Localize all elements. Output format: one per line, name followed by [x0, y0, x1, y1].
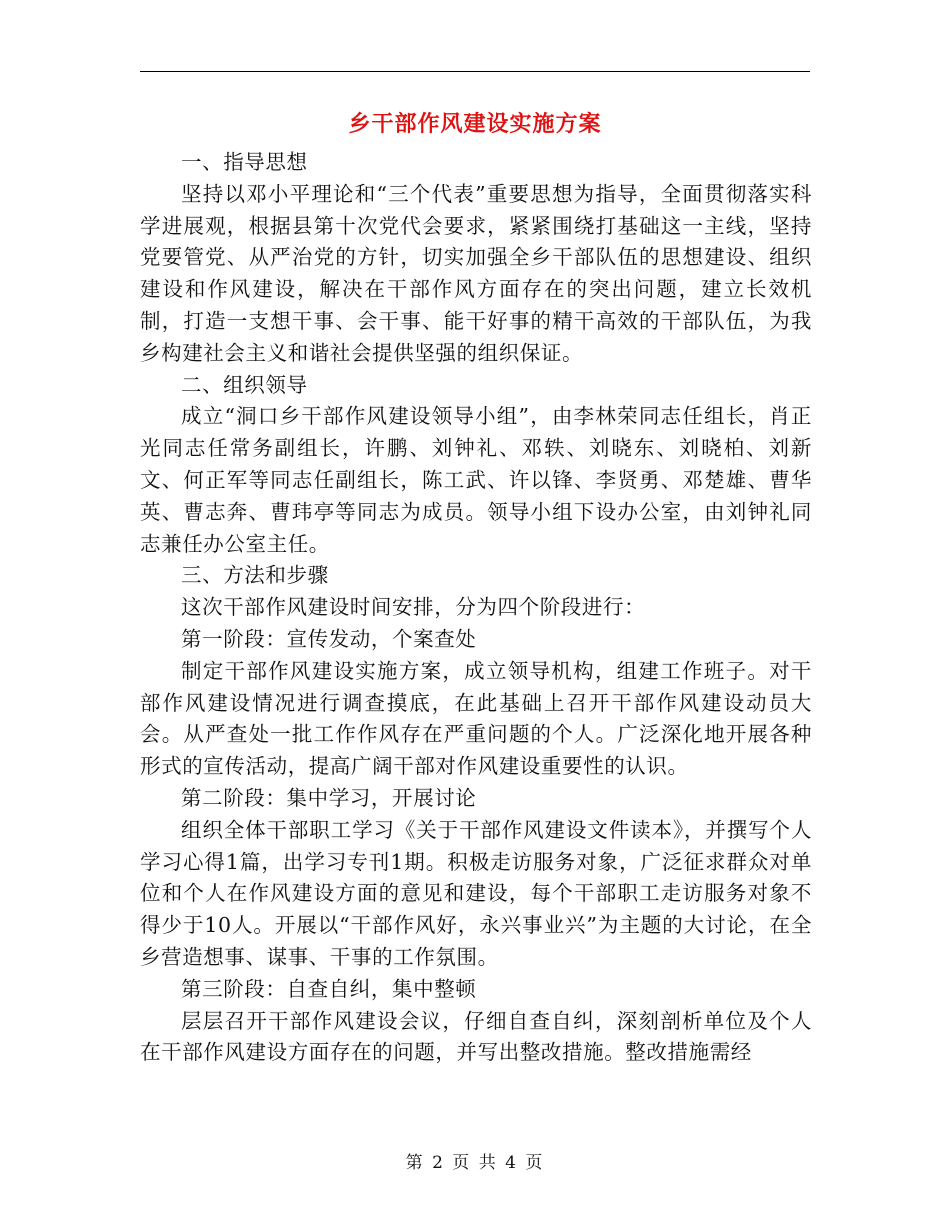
- section-heading-guiding-ideology: 一、指导思想: [181, 150, 308, 174]
- paragraph-stage-2: 组织全体干部职工学习《关于干部作风建设文件读本》，并撰写个人学习心得1篇，出学习专刊1期。积极走访服务对象，广泛征求群众对单位和个人在作风建设方面的意见和建设，每个干部职工走访服务对象不得少于10人。开展以“干部作风好，永兴事业兴”为主题的大讨论，在全乡营造想事、谋事、干事的工作氛围。: [140, 817, 812, 969]
- paragraph-guiding-ideology: 坚持以邓小平理论和“三个代表”重要思想为指导，全面贯彻落实科学进展观，根据县第十次党代会要求，紧紧围绕打基础这一主线，坚持党要管党、从严治党的方针，切实加强全乡干部队伍的思想建设、组织建设和作风建设，解决在干部作风方面存在的突出问题，建立长效机制，打造一支想干事、会干事、能干好事的精干高效的干部队伍，为我乡构建社会主义和谐社会提供坚强的组织保证。: [140, 181, 812, 365]
- section-heading-organization: 二、组织领导: [181, 372, 308, 397]
- paragraph-organization: 成立“洞口乡干部作风建设领导小组”，由李林荣同志任组长，肖正光同志任常务副组长，许鹏、刘钟礼、邓轶、刘晓东、刘晓柏、刘新文、何正军等同志任副组长，陈工武、许以锋、李贤勇、邓楚雄、曹华英、曹志奔、曹玮亭等同志为成员。领导小组下设办公室，由刘钟礼同志兼任办公室主任。: [140, 404, 812, 556]
- page-footer: 第 2 页 共 4 页: [405, 1153, 545, 1173]
- paragraph-stage-1: 制定干部作风建设实施方案，成立领导机构，组建工作班子。对干部作风建设情况进行调查摸底，在此基础上召开干部作风建设动员大会。从严查处一批工作作风存在严重问题的个人。广泛深化地开展各种形式的宣传活动，提高广阔干部对作风建设重要性的认识。: [140, 658, 812, 779]
- paragraph-schedule-intro: 这次干部作风建设时间安排，分为四个阶段进行：: [181, 595, 646, 620]
- paragraph-stage-3: 层层召开干部作风建设会议，仔细自查自纠，深刻剖析单位及个人在干部作风建设方面存在的问题，并写出整改措施。整改措施需经: [140, 1008, 812, 1065]
- stage-heading-1: 第一阶段：宣传发动，个案查处: [181, 626, 477, 651]
- document-title: 乡干部作风建设实施方案: [348, 111, 602, 137]
- section-heading-methods: 三、方法和步骤: [181, 563, 329, 588]
- document-body: [140, 147, 812, 1069]
- header-rule: [140, 71, 810, 72]
- stage-heading-3: 第三阶段：自查自纠，集中整顿: [181, 976, 477, 1001]
- stage-heading-2: 第二阶段：集中学习，开展讨论: [181, 785, 477, 810]
